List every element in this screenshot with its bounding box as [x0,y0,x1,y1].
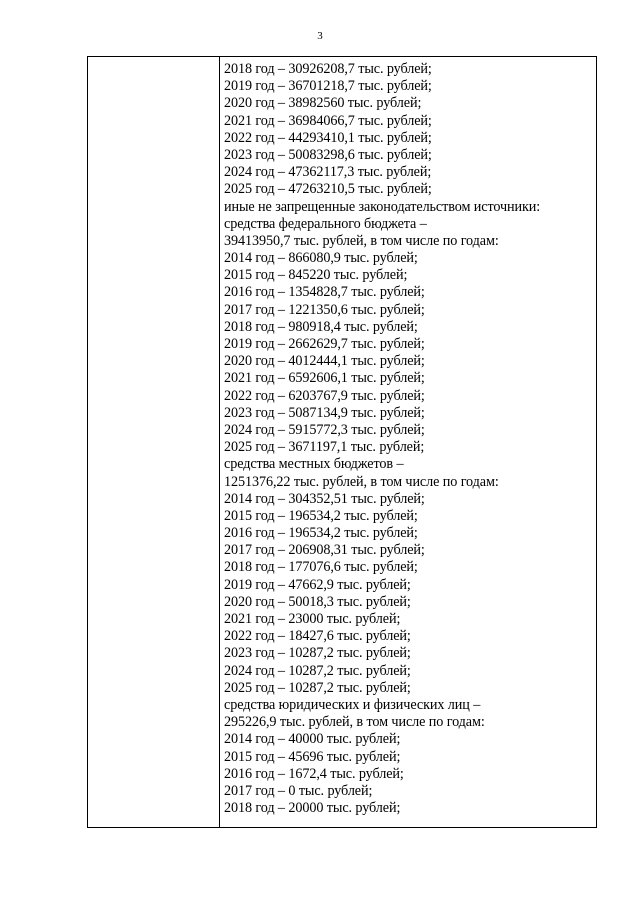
text-line: 2021 год – 23000 тыс. рублей; [224,611,401,627]
text-line: 2025 год – 10287,2 тыс. рублей; [224,679,411,696]
text-line: 2021 год – 6592606,1 тыс. рублей; [224,370,425,387]
text-line: 2015 год – 45696 тыс. рублей; [224,748,401,765]
text-line: 2019 год – 2662629,7 тыс. рублей; [224,336,425,352]
text-line: 2023 год – 50083298,6 тыс. рублей; [224,146,432,163]
text-line: 2018 год – 980918,4 тыс. рублей; [224,318,418,335]
table-left-cell [88,57,220,827]
text-line: 2024 год – 47362117,3 тыс. рублей; [224,164,432,181]
text-line: 2014 год – 866080,9 тыс. рублей; [224,250,418,267]
text-line: 2014 год – 40000 тыс. рублей; [224,731,401,748]
text-line: 39413950,7 тыс. рублей, в том числе по годам: [224,232,499,249]
text-line: 2017 год – 206908,31 тыс. рублей; [224,542,425,559]
text-line: 2016 год – 196534,2 тыс. рублей; [224,525,418,542]
text-line: 2024 год – 10287,2 тыс. рублей; [224,662,411,679]
text-line: средства юридических и физических лиц – [224,696,481,713]
text-line: иные не запрещенные законодательством источники: [224,198,541,215]
text-line: 2021 год – 36984066,7 тыс. рублей; [224,112,432,129]
text-line: 2016 год – 1672,4 тыс. рублей; [224,765,404,782]
text-line: 2023 год – 5087134,9 тыс. рублей; [224,404,425,421]
text-line: 2020 год – 50018,3 тыс. рублей; [224,593,411,610]
text-line: 2015 год – 196534,2 тыс. рублей; [224,507,418,524]
text-line: 2015 год – 845220 тыс. рублей; [224,267,408,284]
text-line: 2019 год – 47662,9 тыс. рублей; [224,576,411,593]
page-number: 3 [317,30,323,42]
document-table [87,56,597,828]
text-line: 2020 год – 38982560 тыс. рублей; [224,95,422,112]
text-line: 2017 год – 1221350,6 тыс. рублей; [224,301,425,318]
text-line: 2025 год – 47263210,5 тыс. рублей; [224,181,432,198]
text-line: 2019 год – 36701218,7 тыс. рублей; [224,78,432,95]
text-line: 1251376,22 тыс. рублей, в том числе по годам: [224,473,499,490]
text-line: 2016 год – 1354828,7 тыс. рублей; [224,284,425,301]
text-line: 2014 год – 304352,51 тыс. рублей; [224,490,425,507]
text-line: 295226,9 тыс. рублей, в том числе по годам: [224,714,485,731]
text-line: средства федерального бюджета – [224,215,427,232]
text-line: 2020 год – 4012444,1 тыс. рублей; [224,353,425,370]
text-line: 2022 год – 18427,6 тыс. рублей; [224,628,411,645]
text-line: 2018 год – 20000 тыс. рублей; [224,800,401,817]
text-line: 2024 год – 5915772,3 тыс. рублей; [224,421,425,438]
text-line: 2017 год – 0 тыс. рублей; [224,782,373,799]
text-line: средства местных бюджетов – [224,456,404,473]
text-line: 2025 год – 3671197,1 тыс. рублей; [224,439,425,456]
text-line: 2022 год – 44293410,1 тыс. рублей; [224,129,432,146]
text-line: 2018 год – 30926208,7 тыс. рублей; [224,61,432,77]
text-line: 2023 год – 10287,2 тыс. рублей; [224,645,411,662]
text-line: 2022 год – 6203767,9 тыс. рублей; [224,387,425,404]
table-right-cell [224,61,592,817]
text-line: 2018 год – 177076,6 тыс. рублей; [224,559,418,576]
